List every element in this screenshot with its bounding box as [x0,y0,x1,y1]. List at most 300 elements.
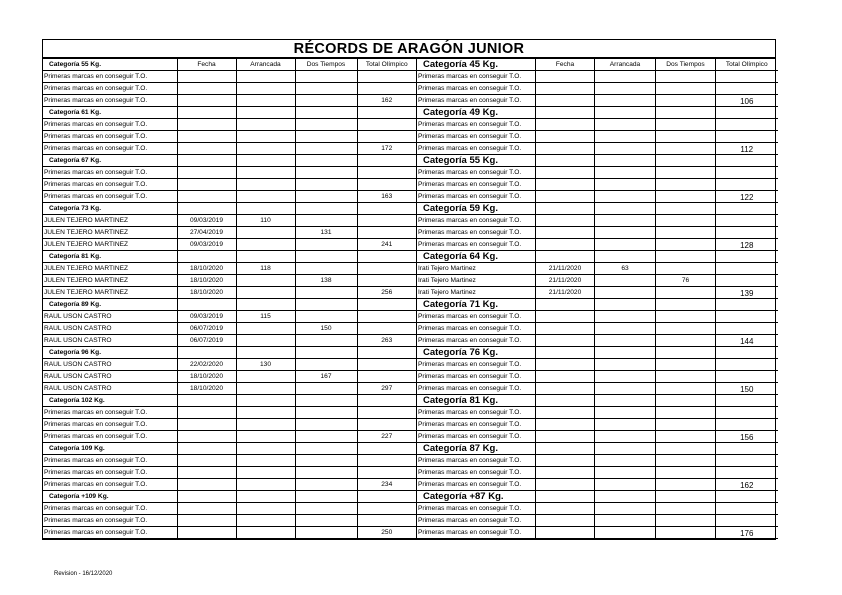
total-value [357,83,416,95]
total-value [716,515,778,527]
athlete-name: RAUL USON CASTRO [43,359,177,371]
total-value: 122 [716,191,778,203]
category-header-row [417,395,778,407]
record-row [43,143,416,155]
record-date [177,179,236,191]
category-name: Categoría 87 Kg. [417,443,536,455]
clean-jerk-value [295,119,357,131]
record-date [177,95,236,107]
record-date [536,83,595,95]
record-row [417,131,778,143]
record-row [43,95,416,107]
left-records-table [43,59,416,539]
record-row [417,467,778,479]
empty-cell [177,491,236,503]
athlete-name: Primeras marcas en conseguir T.O. [417,515,536,527]
clean-jerk-value [656,359,716,371]
snatch-value [236,71,295,83]
clean-jerk-value [656,227,716,239]
record-row [417,239,778,251]
record-row [43,71,416,83]
record-date [536,359,595,371]
clean-jerk-value [295,83,357,95]
clean-jerk-value [656,503,716,515]
clean-jerk-value [656,215,716,227]
clean-jerk-value [656,431,716,443]
category-name: Categoría 89 Kg. [43,299,177,311]
record-row [417,95,778,107]
record-row [417,167,778,179]
total-value [716,215,778,227]
record-row [43,263,416,275]
athlete-name: Primeras marcas en conseguir T.O. [43,419,177,431]
empty-cell [595,299,656,311]
snatch-value [236,383,295,395]
empty-cell [295,299,357,311]
athlete-name: Primeras marcas en conseguir T.O. [43,191,177,203]
record-row [43,275,416,287]
athlete-name: Primeras marcas en conseguir T.O. [417,359,536,371]
snatch-value [595,455,656,467]
total-value: 256 [357,287,416,299]
clean-jerk-value [656,383,716,395]
record-row [417,359,778,371]
clean-jerk-value [656,191,716,203]
athlete-name: Irati Tejero Martinez [417,275,536,287]
athlete-name: Primeras marcas en conseguir T.O. [417,83,536,95]
clean-jerk-value [295,515,357,527]
empty-cell [236,443,295,455]
record-date: 09/03/2019 [177,215,236,227]
total-value [357,515,416,527]
total-value [357,71,416,83]
empty-cell [295,395,357,407]
clean-jerk-value [295,479,357,491]
clean-jerk-value [656,71,716,83]
clean-jerk-value [656,311,716,323]
snatch-value [236,503,295,515]
athlete-name: Primeras marcas en conseguir T.O. [417,191,536,203]
athlete-name: Primeras marcas en conseguir T.O. [417,479,536,491]
total-value [716,323,778,335]
athlete-name: Primeras marcas en conseguir T.O. [417,371,536,383]
total-value: 227 [357,431,416,443]
athlete-name: Primeras marcas en conseguir T.O. [417,323,536,335]
athlete-name: Primeras marcas en conseguir T.O. [43,143,177,155]
total-value [716,467,778,479]
record-row [43,419,416,431]
clean-jerk-value [656,83,716,95]
record-row [417,215,778,227]
snatch-value [595,119,656,131]
empty-cell [536,395,595,407]
total-value [716,419,778,431]
snatch-value [236,227,295,239]
snatch-value [595,275,656,287]
snatch-value [236,179,295,191]
empty-cell [656,395,716,407]
empty-cell [357,203,416,215]
athlete-name: Primeras marcas en conseguir T.O. [417,311,536,323]
empty-cell [716,203,778,215]
snatch-value [595,215,656,227]
record-row [43,503,416,515]
clean-jerk-value [295,167,357,179]
snatch-value [595,503,656,515]
clean-jerk-value [656,467,716,479]
empty-cell [295,155,357,167]
category-name: Categoría 102 Kg. [43,395,177,407]
athlete-name: JULEN TEJERO MARTINEZ [43,275,177,287]
record-date [177,119,236,131]
category-header-row [43,347,416,359]
category-header-row [43,107,416,119]
total-value [357,503,416,515]
empty-cell [656,203,716,215]
record-row [43,227,416,239]
snatch-value [236,455,295,467]
athlete-name: JULEN TEJERO MARTINEZ [43,263,177,275]
record-date: 21/11/2020 [536,287,595,299]
empty-cell [595,491,656,503]
total-value [716,407,778,419]
total-value [357,311,416,323]
snatch-value [236,275,295,287]
clean-jerk-value [656,419,716,431]
category-header-row [43,299,416,311]
total-value: 150 [716,383,778,395]
empty-cell [177,299,236,311]
record-row [417,287,778,299]
total-value: 128 [716,239,778,251]
record-date [177,431,236,443]
total-value [357,407,416,419]
clean-jerk-value [295,383,357,395]
header-total: Total Olímpico [357,59,416,71]
athlete-name: Primeras marcas en conseguir T.O. [417,455,536,467]
record-date [536,167,595,179]
record-date: 18/10/2020 [177,287,236,299]
record-row [417,515,778,527]
category-header-row [417,347,778,359]
athlete-name: Primeras marcas en conseguir T.O. [43,455,177,467]
record-row [417,419,778,431]
empty-cell [536,107,595,119]
category-name: Categoría 76 Kg. [417,347,536,359]
athlete-name: RAUL USON CASTRO [43,311,177,323]
clean-jerk-value [295,335,357,347]
athlete-name: JULEN TEJERO MARTINEZ [43,227,177,239]
empty-cell [236,491,295,503]
record-date [536,515,595,527]
clean-jerk-value [295,311,357,323]
total-value [357,179,416,191]
athlete-name: Primeras marcas en conseguir T.O. [417,383,536,395]
athlete-name: Primeras marcas en conseguir T.O. [43,479,177,491]
empty-cell [177,155,236,167]
total-value [716,275,778,287]
category-header-row [417,251,778,263]
empty-cell [295,491,357,503]
snatch-value [236,371,295,383]
record-date [177,503,236,515]
snatch-value [595,143,656,155]
category-name: Categoría 64 Kg. [417,251,536,263]
record-row [43,467,416,479]
record-row [43,359,416,371]
total-value [357,371,416,383]
snatch-value [236,479,295,491]
record-date [177,131,236,143]
clean-jerk-value [295,419,357,431]
empty-cell [295,203,357,215]
athlete-name: Primeras marcas en conseguir T.O. [43,407,177,419]
clean-jerk-value [656,479,716,491]
category-header-row [43,59,416,71]
record-date [177,455,236,467]
snatch-value [236,131,295,143]
record-row [43,179,416,191]
athlete-name: Primeras marcas en conseguir T.O. [43,467,177,479]
total-value [357,227,416,239]
category-header-row [417,491,778,503]
header-fecha: Fecha [177,59,236,71]
record-date: 18/10/2020 [177,263,236,275]
snatch-value [595,83,656,95]
clean-jerk-value [295,431,357,443]
total-value: 176 [716,527,778,539]
record-row [417,179,778,191]
record-date [536,323,595,335]
snatch-value [595,179,656,191]
snatch-value [595,71,656,83]
athlete-name: JULEN TEJERO MARTINEZ [43,239,177,251]
athlete-name: Primeras marcas en conseguir T.O. [43,179,177,191]
athlete-name: Primeras marcas en conseguir T.O. [417,215,536,227]
snatch-value [236,287,295,299]
snatch-value: 115 [236,311,295,323]
clean-jerk-value [295,455,357,467]
record-date [177,143,236,155]
record-row [43,311,416,323]
total-value: 112 [716,143,778,155]
snatch-value [595,419,656,431]
total-value: 250 [357,527,416,539]
empty-cell [295,443,357,455]
athlete-name: Primeras marcas en conseguir T.O. [417,179,536,191]
athlete-name: Primeras marcas en conseguir T.O. [43,71,177,83]
snatch-value [236,239,295,251]
empty-cell [236,299,295,311]
total-value: 106 [716,95,778,107]
record-row [43,431,416,443]
total-value [357,275,416,287]
record-date [177,479,236,491]
total-value: 162 [716,479,778,491]
clean-jerk-value: 131 [295,227,357,239]
record-date [536,227,595,239]
athlete-name: Irati Tejero Martinez [417,263,536,275]
record-date [536,215,595,227]
total-value [357,455,416,467]
record-date [177,407,236,419]
record-date [536,191,595,203]
record-row [43,167,416,179]
athlete-name: Irati Tejero Martinez [417,287,536,299]
record-row [417,335,778,347]
clean-jerk-value [295,407,357,419]
record-row [43,239,416,251]
athlete-name: RAUL USON CASTRO [43,335,177,347]
record-row [43,119,416,131]
total-value: 263 [357,335,416,347]
empty-cell [295,347,357,359]
clean-jerk-value [295,191,357,203]
snatch-value [595,431,656,443]
snatch-value: 118 [236,263,295,275]
record-date [536,371,595,383]
record-date [536,467,595,479]
record-date [177,467,236,479]
record-date [536,311,595,323]
clean-jerk-value: 167 [295,371,357,383]
records-columns [43,59,775,539]
athlete-name: Primeras marcas en conseguir T.O. [43,131,177,143]
snatch-value [595,383,656,395]
clean-jerk-value [656,323,716,335]
record-date [536,455,595,467]
total-value: 297 [357,383,416,395]
clean-jerk-value [656,95,716,107]
category-name: Categoría 55 Kg. [417,155,536,167]
empty-cell [236,347,295,359]
empty-cell [357,491,416,503]
record-date: 22/02/2020 [177,359,236,371]
clean-jerk-value [656,515,716,527]
total-value: 172 [357,143,416,155]
record-date [536,143,595,155]
athlete-name: Primeras marcas en conseguir T.O. [43,167,177,179]
category-header-row [43,155,416,167]
empty-cell [357,155,416,167]
record-row [43,215,416,227]
header-arrancada: Arrancada [236,59,295,71]
record-row [43,371,416,383]
empty-cell [656,155,716,167]
total-value [357,419,416,431]
header-fecha: Fecha [536,59,595,71]
clean-jerk-value [656,335,716,347]
athlete-name: Primeras marcas en conseguir T.O. [417,227,536,239]
empty-cell [716,251,778,263]
category-name: Categoría 109 Kg. [43,443,177,455]
record-row [43,83,416,95]
snatch-value [236,515,295,527]
snatch-value [236,335,295,347]
category-header-row [43,251,416,263]
category-name: Categoría +87 Kg. [417,491,536,503]
total-value [357,131,416,143]
athlete-name: Primeras marcas en conseguir T.O. [417,467,536,479]
record-row [417,275,778,287]
record-row [417,479,778,491]
category-name: Categoría 61 Kg. [43,107,177,119]
empty-cell [357,443,416,455]
record-date [177,527,236,539]
total-value [716,503,778,515]
empty-cell [177,203,236,215]
record-row [417,371,778,383]
total-value [357,263,416,275]
right-records-table [416,59,778,539]
snatch-value [236,119,295,131]
athlete-name: RAUL USON CASTRO [43,383,177,395]
snatch-value [595,359,656,371]
category-name: Categoría 55 Kg. [43,59,177,71]
empty-cell [236,107,295,119]
snatch-value: 110 [236,215,295,227]
clean-jerk-value [656,263,716,275]
athlete-name: Primeras marcas en conseguir T.O. [43,119,177,131]
header-dos-tiempos: Dos Tiempos [295,59,357,71]
snatch-value [236,191,295,203]
category-name: Categoría 71 Kg. [417,299,536,311]
record-row [417,455,778,467]
clean-jerk-value [295,467,357,479]
record-row [43,131,416,143]
total-value [716,131,778,143]
total-value [357,323,416,335]
snatch-value [236,431,295,443]
empty-cell [177,443,236,455]
clean-jerk-value [656,287,716,299]
empty-cell [536,251,595,263]
record-date [536,119,595,131]
empty-cell [716,299,778,311]
category-header-row [417,59,778,71]
record-row [417,527,778,539]
snatch-value [595,467,656,479]
snatch-value [595,323,656,335]
record-date [536,431,595,443]
clean-jerk-value [295,179,357,191]
record-date [177,83,236,95]
athlete-name: Primeras marcas en conseguir T.O. [417,95,536,107]
total-value [716,167,778,179]
category-name: Categoría 81 Kg. [417,395,536,407]
empty-cell [177,395,236,407]
athlete-name: Primeras marcas en conseguir T.O. [417,143,536,155]
record-row [43,407,416,419]
record-date: 09/03/2019 [177,239,236,251]
category-name: Categoría +109 Kg. [43,491,177,503]
snatch-value [595,335,656,347]
athlete-name: RAUL USON CASTRO [43,323,177,335]
snatch-value [595,167,656,179]
total-value [357,467,416,479]
total-value [357,167,416,179]
record-date [177,191,236,203]
total-value [716,455,778,467]
empty-cell [236,251,295,263]
record-date [536,239,595,251]
empty-cell [716,155,778,167]
athlete-name: Primeras marcas en conseguir T.O. [417,503,536,515]
category-header-row [417,107,778,119]
snatch-value [595,527,656,539]
snatch-value [236,167,295,179]
clean-jerk-value [656,143,716,155]
